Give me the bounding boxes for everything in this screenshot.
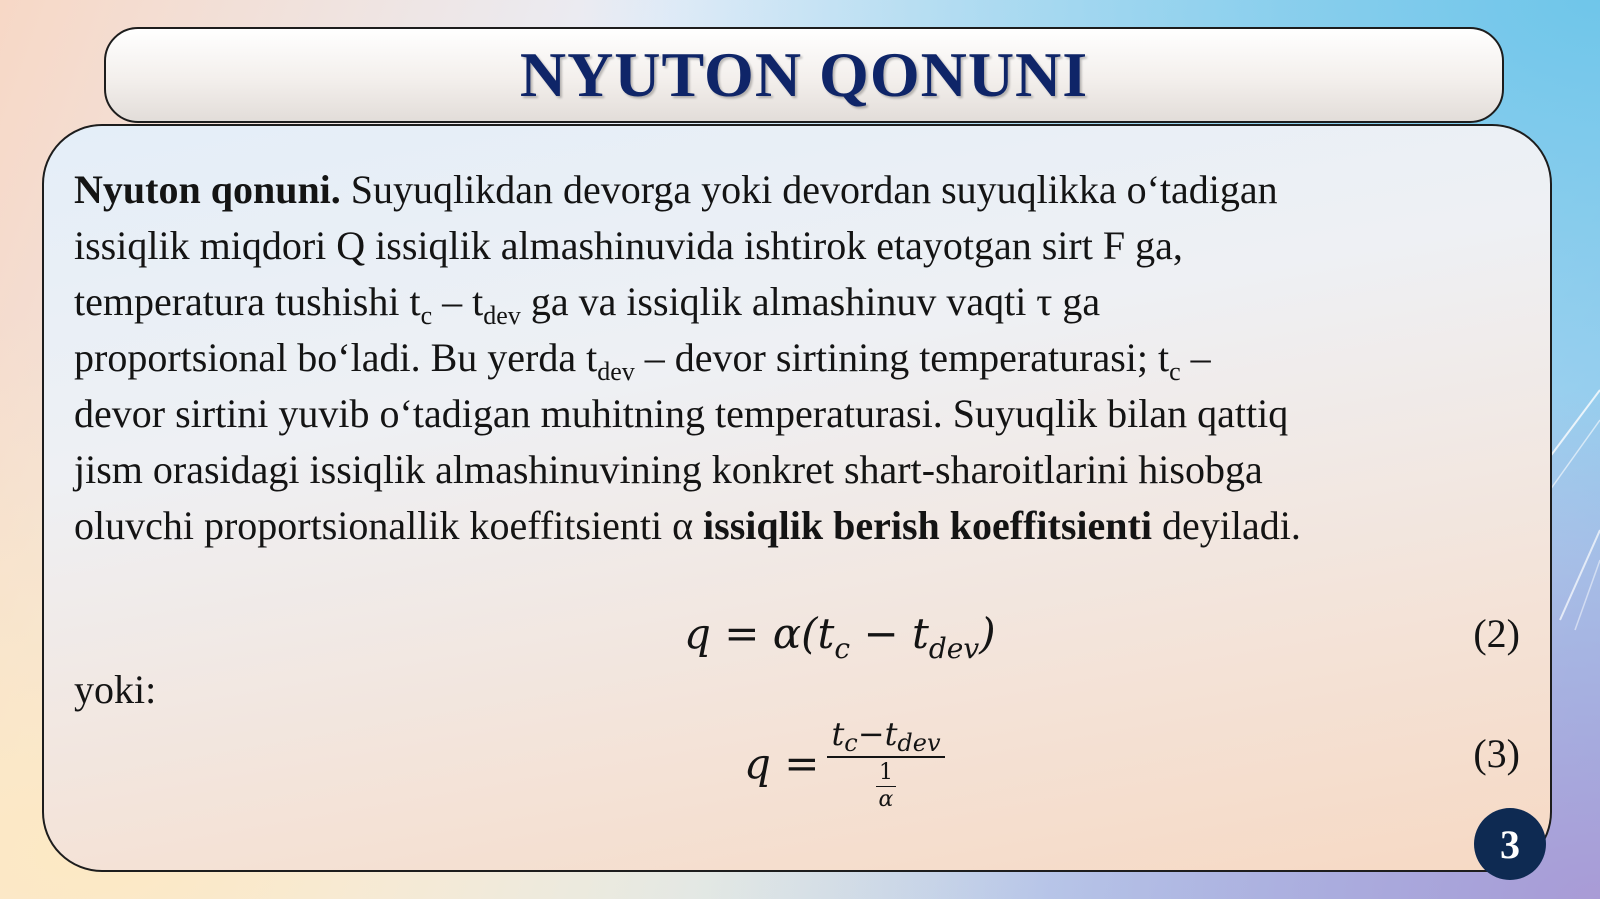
line4-text-b: – devor sirtining temperaturasi; t	[634, 335, 1170, 380]
formula2-mid: − t	[850, 609, 929, 658]
paragraph-line-5: devor sirtini yuvib o‘tadigan muhitning temperaturasi. Suyuqlik bilan qattiq	[74, 391, 1289, 436]
term-bold: issiqlik berish koeffitsienti	[703, 503, 1152, 548]
paragraph-line-1	[74, 162, 1534, 218]
numerator-t: t	[831, 715, 845, 753]
denominator-alpha: α	[878, 787, 894, 812]
formula2-sub-dev: dev	[928, 632, 980, 665]
formula-2	[684, 609, 996, 665]
formula-3	[744, 714, 945, 813]
formula3-numerator	[827, 714, 944, 758]
law-name-bold: Nyuton qonuni.	[74, 167, 341, 212]
paragraph-line-7	[74, 498, 1534, 554]
line3-sub-c: c	[420, 301, 433, 330]
page-number-badge	[1474, 808, 1546, 880]
slide-title: NYUTON QONUNI	[519, 39, 1089, 110]
numerator-sub-c: c	[844, 729, 858, 757]
line3-sub-dev: dev	[483, 301, 521, 330]
line3-text-c: ga va issiqlik almashinuv vaqti τ ga	[520, 279, 1101, 324]
line3-text-a: temperatura tushishi t	[74, 279, 421, 324]
numerator-minus-t: −t	[857, 715, 898, 753]
line7-text-a: oluvchi proportsionallik koeffitsienti α	[74, 503, 704, 548]
paragraph-line-6: jism orasidagi issiqlik almashinuvining konkret shart-sharoitlarini hisobga	[74, 447, 1263, 492]
paragraph-line-3	[74, 274, 1534, 330]
page-number: 3	[1500, 821, 1520, 867]
paragraph-line-4	[74, 330, 1534, 386]
equation-number-2: (2)	[1473, 611, 1520, 656]
denominator-one: 1	[876, 760, 896, 787]
formula2-lhs: q = α(t	[684, 609, 835, 658]
line4-sub-dev: dev	[597, 357, 635, 386]
formula3-fraction	[827, 714, 944, 813]
numerator-sub-dev: dev	[897, 729, 941, 757]
formula2-sub-c: c	[834, 632, 851, 665]
title-bar	[104, 27, 1504, 123]
equation-number-3: (3)	[1473, 731, 1520, 776]
formula2-rhs: )	[979, 609, 996, 658]
formula3-denominator	[876, 758, 896, 813]
line1-text: Suyuqlikdan devorga yoki devordan suyuqlikka o‘tadigan	[340, 167, 1278, 212]
connector-text: yoki:	[74, 667, 157, 712]
line4-text-a: proportsional bo‘ladi. Bu yerda t	[74, 335, 598, 380]
formula3-lhs: q =	[744, 739, 820, 788]
line4-text-c: –	[1180, 335, 1211, 380]
line4-sub-c: c	[1169, 357, 1181, 386]
definition-paragraph	[74, 162, 1534, 554]
line3-text-b: – t	[432, 279, 484, 324]
line7-text-b: deyiladi.	[1151, 503, 1301, 548]
paragraph-line-2: issiqlik miqdori Q issiqlik almashinuvida ishtirok etayotgan sirt F ga,	[74, 223, 1183, 268]
content-box	[42, 124, 1552, 872]
